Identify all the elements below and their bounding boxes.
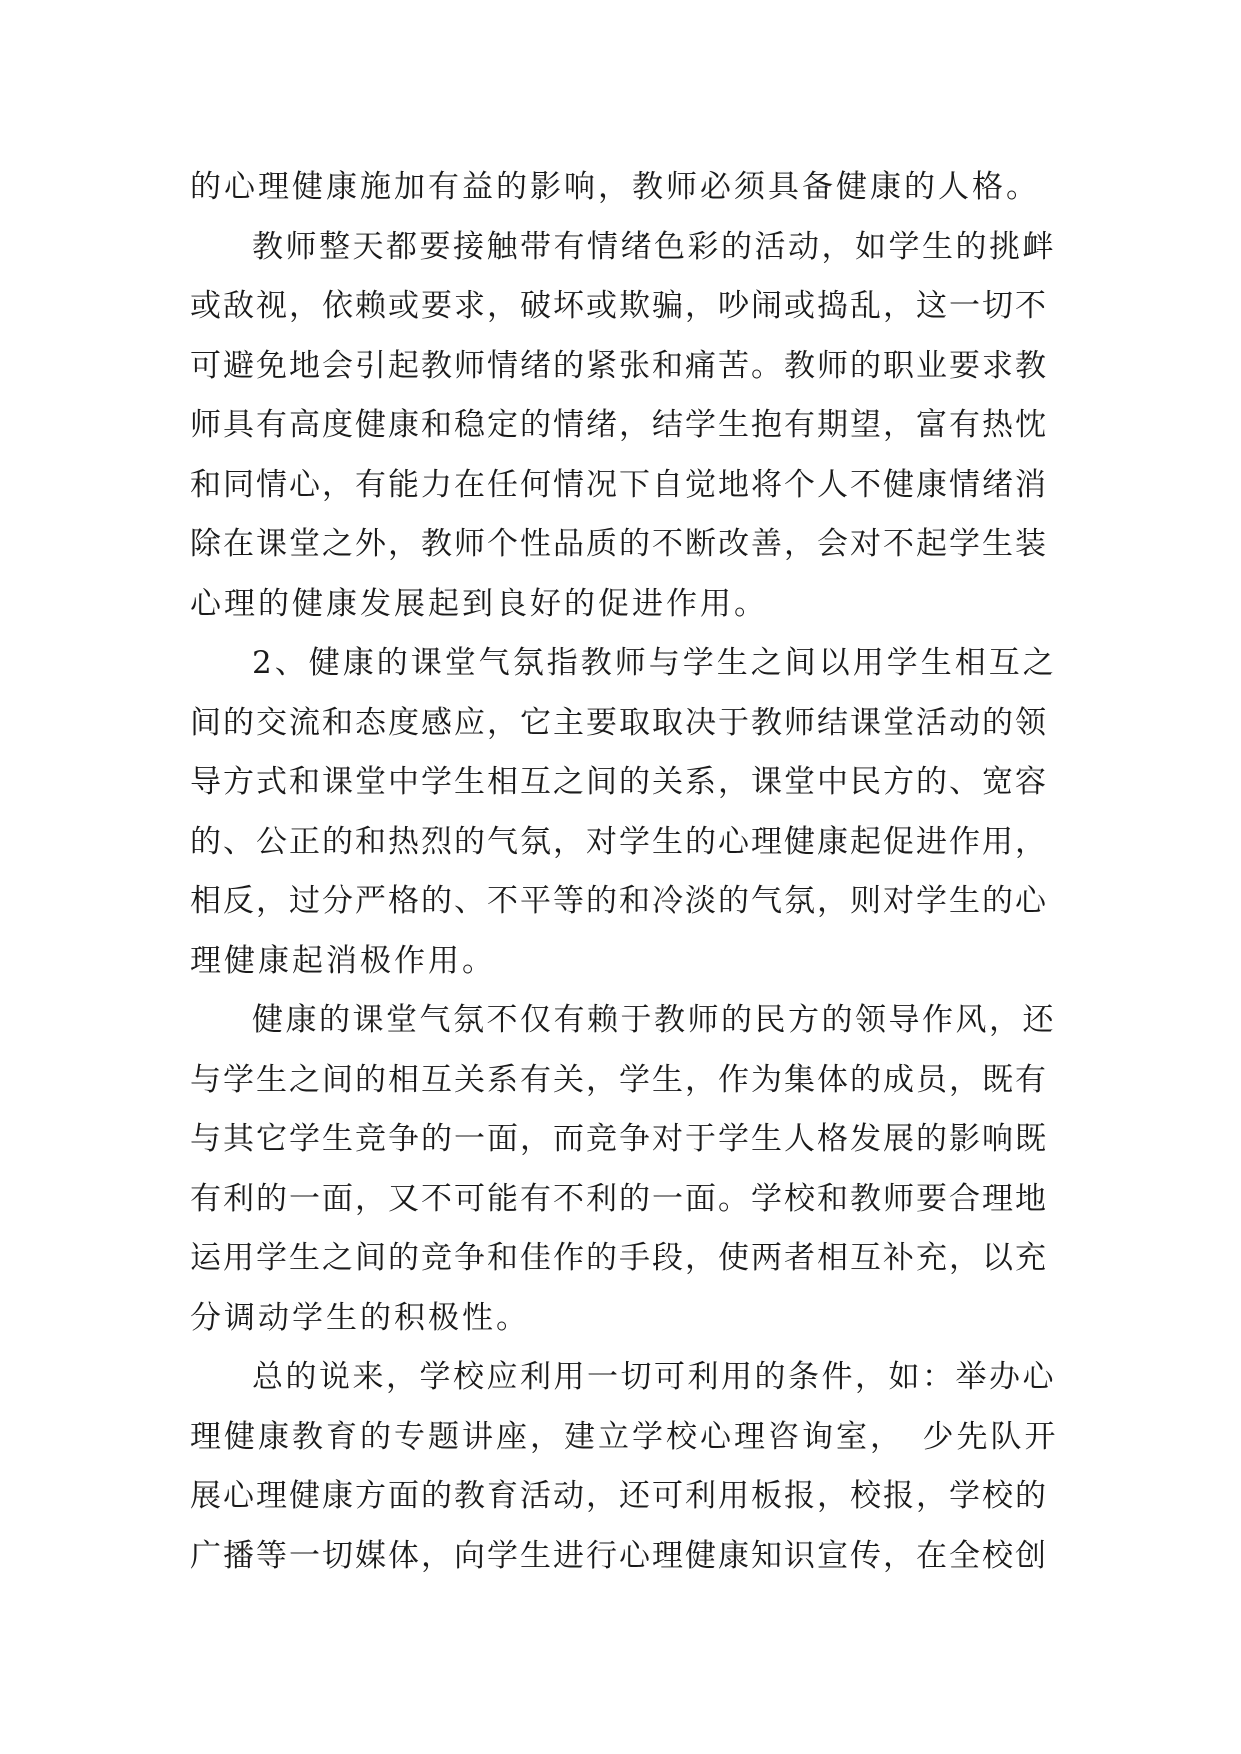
text-line: 分调动学生的积极性。 bbox=[190, 1299, 530, 1336]
text-line: 2、健康的课堂气氛指教师与学生之间以用学生相互之 bbox=[252, 645, 1057, 681]
text-line: 心理的健康发展起到良好的促进作用。 bbox=[190, 585, 768, 622]
text-line: 与学生之间的相互关系有关，学生，作为集体的成员，既有 bbox=[190, 1061, 1048, 1098]
text-line: 的、公正的和热烈的气氛，对学生的心理健康起促进作用， bbox=[190, 823, 1048, 860]
text-line: 相反，过分严格的、不平等的和冷淡的气氛，则对学生的心 bbox=[190, 883, 1048, 919]
text-line: 理健康起消极作用。 bbox=[190, 942, 496, 979]
text-line: 理健康教育的专题讲座，建立学校心理咨询室， 少先队开 bbox=[190, 1418, 1059, 1455]
text-line: 或敌视，依赖或要求，破坏或欺骗，吵闹或捣乱，这一切不 bbox=[190, 288, 1048, 324]
text-line: 可避免地会引起教师情绪的紧张和痛苦。教师的职业要求教 bbox=[190, 347, 1048, 384]
text-line: 的心理健康施加有益的影响，教师必须具备健康的人格。 bbox=[190, 169, 1040, 205]
text-line: 广播等一切媒体，向学生进行心理健康知识宣传，在全校创 bbox=[190, 1537, 1048, 1574]
text-line: 运用学生之间的竞争和佳作的手段，使两者相互补充，以充 bbox=[190, 1240, 1048, 1276]
text-line: 间的交流和态度感应，它主要取取决于教师结课堂活动的领 bbox=[190, 704, 1048, 741]
text-line: 总的说来，学校应利用一切可利用的条件，如：举办心 bbox=[252, 1359, 1056, 1395]
text-line: 和同情心，有能力在任何情况下自觉地将个人不健康情绪消 bbox=[190, 466, 1048, 503]
text-line: 健康的课堂气氛不仅有赖于教师的民方的领导作风，还 bbox=[252, 1002, 1056, 1038]
text-line: 导方式和课堂中学生相互之间的关系，课堂中民方的、宽容 bbox=[190, 764, 1048, 800]
text-line: 有利的一面，又不可能有不利的一面。学校和教师要合理地 bbox=[190, 1180, 1048, 1217]
text-line: 教师整天都要接触带有情绪色彩的活动，如学生的挑衅 bbox=[252, 228, 1056, 265]
text-line: 除在课堂之外，教师个性品质的不断改善，会对不起学生装 bbox=[190, 526, 1048, 562]
text-line: 与其它学生竞争的一面，而竞争对于学生人格发展的影响既 bbox=[190, 1121, 1048, 1157]
text-line: 师具有高度健康和稳定的情绪，结学生抱有期望，富有热忱 bbox=[190, 407, 1048, 443]
document-body-text bbox=[190, 158, 1060, 1586]
text-line: 展心理健康方面的教育活动，还可利用板报，校报，学校的 bbox=[190, 1478, 1048, 1514]
